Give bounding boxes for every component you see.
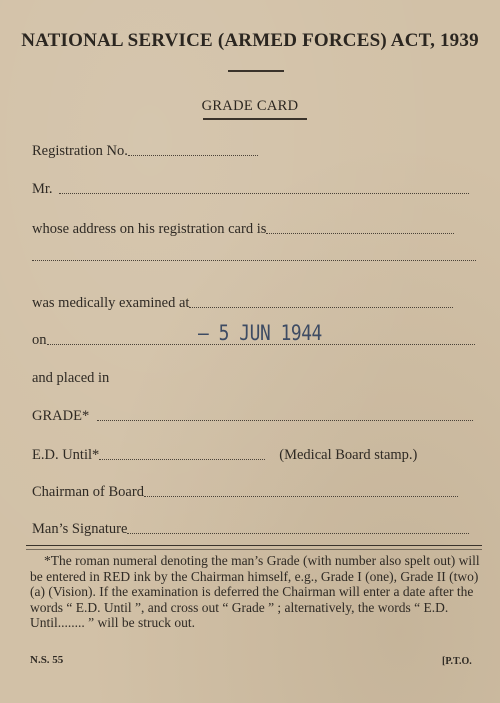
chairman-label: Chairman of Board (32, 484, 144, 500)
registration-row (32, 143, 258, 160)
examined-row (32, 295, 453, 312)
form-number: N.S. 55 (30, 654, 64, 666)
card-title-underline (203, 118, 307, 120)
pto-label: [P.T.O. (442, 656, 472, 667)
mr-label: Mr. (32, 181, 53, 197)
act-title: NATIONAL SERVICE (ARMED FORCES) ACT, 1939 (21, 30, 479, 51)
date-stamp (198, 321, 322, 345)
ed-until-row (32, 447, 417, 464)
chairman-row (32, 484, 458, 501)
ed-until-label: E.D. Until* (32, 447, 100, 463)
signature-row (32, 521, 469, 538)
footnote-divider-2 (26, 549, 482, 550)
stamp-dash: – (198, 321, 219, 345)
address-label: whose address on his registration card is (32, 221, 267, 237)
footnote-divider (26, 545, 482, 546)
grade-label: GRADE* (32, 408, 90, 424)
examined-at-field[interactable] (189, 307, 453, 308)
card-title: GRADE CARD (201, 98, 299, 114)
address-field-2[interactable] (32, 260, 476, 261)
mr-row (32, 181, 469, 198)
grade-row (32, 408, 473, 425)
address-field[interactable] (266, 233, 454, 234)
registration-label: Registration No. (32, 143, 128, 159)
placed-row (32, 370, 109, 387)
board-stamp-label: (Medical Board stamp.) (279, 447, 418, 463)
footnote: *The roman numeral denoting the man’s Grade (with number also spelt out) will be entered in RED ink by the Chairman himself, e.g., Grade I (one), Grade II (two) (a) (Vision). If the examination is deferred the Chairman will enter a date after the words “ E.D. Until ”, and cross out “ Grade ” ; alternatively, the words “ E.D. Until........ ” will be struck out. (30, 553, 480, 630)
placed-label: and placed in (32, 370, 110, 386)
address-row (32, 221, 454, 238)
chairman-field[interactable] (144, 496, 458, 497)
signature-label: Man’s Signature (32, 521, 128, 537)
title-divider (228, 70, 284, 72)
signature-field[interactable] (127, 533, 469, 534)
registration-field[interactable] (128, 155, 258, 156)
name-field[interactable] (59, 193, 469, 194)
stamp-date: 5 JUN 1944 (218, 321, 322, 345)
examined-label: was medically examined at (32, 295, 190, 311)
address-row-2 (32, 260, 476, 265)
grade-field[interactable] (97, 420, 473, 421)
on-label: on (32, 332, 47, 348)
ed-until-field[interactable] (99, 459, 265, 460)
